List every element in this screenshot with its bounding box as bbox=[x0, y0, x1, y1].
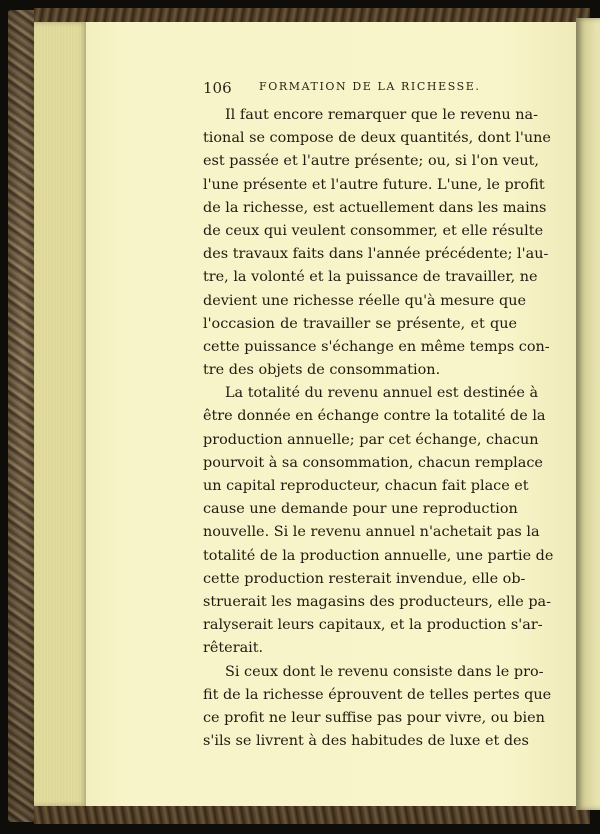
text-line: struerait les magasins des producteurs, elle pa- bbox=[203, 593, 551, 610]
text-line: tre des objets de consommation. bbox=[203, 362, 441, 379]
text-line: production annuelle; par cet échange, chacun bbox=[203, 431, 539, 448]
page-number: 106 bbox=[203, 79, 232, 97]
text-line: cause une demande pour une reproduction bbox=[203, 501, 518, 518]
text-line: de la richesse, est actuellement dans les mains bbox=[203, 199, 547, 216]
text-line: devient une richesse réelle qu'à mesure que bbox=[203, 292, 526, 309]
text-line: des travaux faits dans l'année précédente; l'au- bbox=[203, 246, 549, 263]
text-line: de ceux qui veulent consommer, et elle résulte bbox=[203, 222, 544, 239]
book-top-edge bbox=[34, 8, 590, 22]
text-line: cette production resterait invendue, elle ob- bbox=[203, 570, 526, 587]
text-line: Si ceux dont le revenu consiste dans le pro- bbox=[225, 663, 544, 680]
text-line: tional se compose de deux quantités, dont l'une bbox=[203, 130, 551, 147]
running-title: FORMATION DE LA RICHESSE. bbox=[259, 80, 481, 93]
text-line: La totalité du revenu annuel est destinée à bbox=[225, 385, 539, 402]
text-line: pourvoit à sa consommation, chacun remplace bbox=[203, 454, 543, 471]
text-line: fit de la richesse éprouvent de telles pertes que bbox=[203, 686, 552, 703]
text-line: l'une présente et l'autre future. L'une, le profit bbox=[203, 176, 545, 193]
body-text bbox=[203, 104, 554, 753]
page-block-edges bbox=[34, 22, 88, 806]
text-line: totalité de la production annuelle, une partie de bbox=[203, 547, 554, 564]
text-line: Il faut encore remarquer que le revenu na- bbox=[225, 107, 538, 123]
text-line: ralyserait leurs capitaux, et la production s'ar- bbox=[203, 617, 543, 634]
text-line: rêterait. bbox=[203, 640, 264, 657]
text-line: être donnée en échange contre la totalité de la bbox=[203, 408, 546, 425]
book-bottom-edge bbox=[34, 806, 590, 824]
running-head bbox=[203, 79, 523, 99]
text-line: nouvelle. Si le revenu annuel n'achetait pas la bbox=[203, 524, 540, 541]
text-line: l'occasion de travailler se présente, et que bbox=[203, 315, 517, 332]
text-line: ce profit ne leur suffise pas pour vivre, ou bien bbox=[203, 709, 545, 726]
text-line: est passée et l'autre présente; ou, si l'on veut, bbox=[203, 153, 539, 170]
text-line: tre, la volonté et la puissance de travailler, ne bbox=[203, 269, 538, 286]
facing-page-edge bbox=[576, 18, 600, 810]
text-line: cette puissance s'échange en même temps con- bbox=[203, 338, 550, 355]
text-line: un capital reproducteur, chacun fait place et bbox=[203, 478, 529, 494]
text-line: s'ils se livrent à des habitudes de luxe et des bbox=[203, 733, 529, 750]
